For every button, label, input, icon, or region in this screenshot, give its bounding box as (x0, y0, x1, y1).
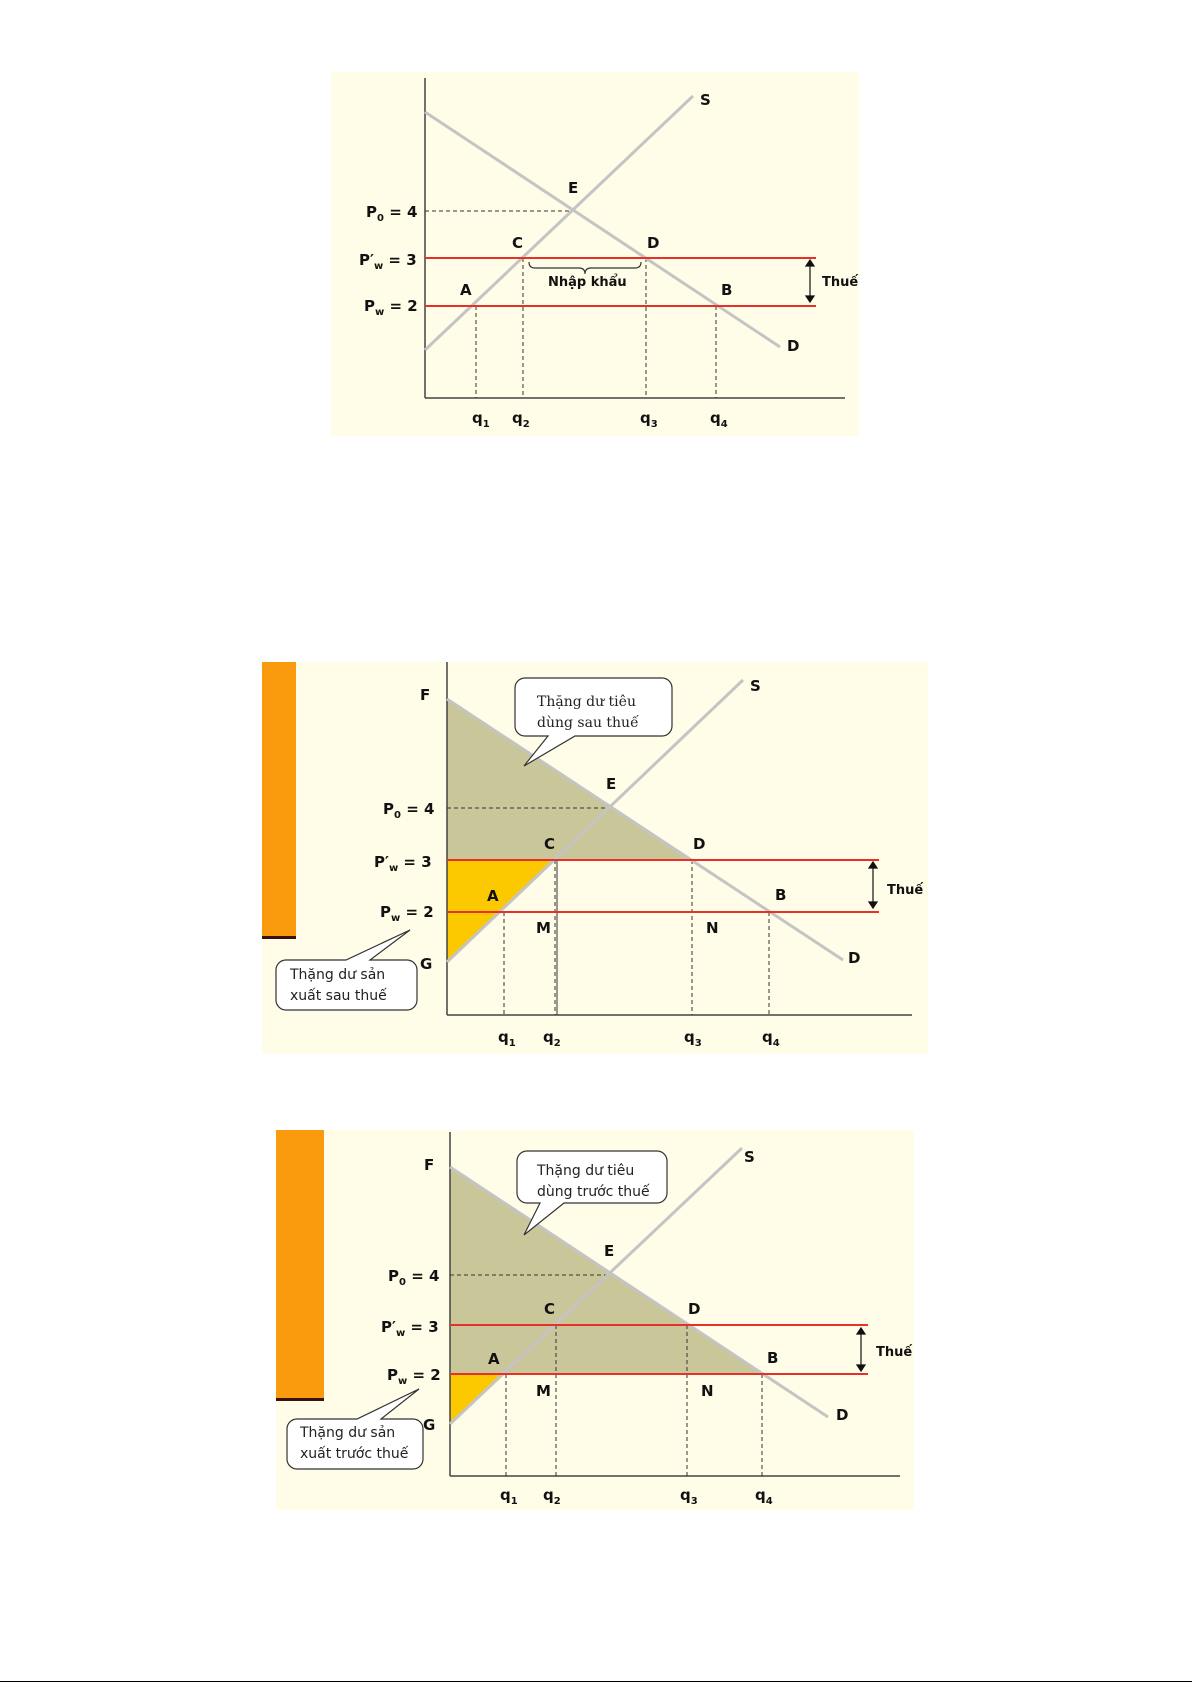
point-f: F (420, 686, 431, 704)
consumer-surplus-callout (517, 1151, 667, 1235)
q2-label: $q_2$ (512, 409, 530, 430)
q4-label: $q_4$ (755, 1486, 773, 1507)
point-a: A (460, 281, 472, 299)
point-a: A (487, 887, 499, 905)
point-e: E (568, 179, 579, 197)
svg-text:xuất trước thuế: xuất trước thuế (300, 1446, 409, 1462)
demand-label: D (787, 337, 800, 355)
price-label-p0: $P_0 = 4$ (383, 800, 435, 821)
point-c: C (512, 234, 524, 252)
svg-text:Thặng dư sản: Thặng dư sản (300, 1425, 396, 1441)
point-b: B (767, 1349, 779, 1367)
tax-label: Thuế (887, 883, 924, 898)
tax-label: Thuế (876, 1345, 913, 1360)
q1-label: $q_1$ (472, 409, 490, 430)
tax-arrow-icon (857, 1328, 865, 1371)
price-label-p0: $P_0 = 4$ (366, 203, 418, 224)
point-b: B (775, 886, 787, 904)
price-label-pw-prime: $P'_w = 3$ (359, 251, 417, 272)
svg-text:dùng sau thuế: dùng sau thuế (537, 715, 639, 731)
page-bottom-rule (0, 1681, 1192, 1682)
point-c: C (544, 1300, 556, 1318)
point-b: B (721, 281, 733, 299)
point-a: A (488, 1350, 500, 1368)
point-e: E (606, 775, 617, 793)
svg-text:Thặng dư sản: Thặng dư sản (290, 967, 386, 983)
point-m: M (536, 919, 551, 937)
point-e: E (604, 1242, 615, 1260)
tax-label: Thuế (822, 275, 859, 290)
q3-label: $q_3$ (640, 409, 658, 430)
price-label-pw: $P_w = 2$ (364, 297, 418, 318)
price-label-pw-prime: $P'_w = 3$ (374, 853, 432, 874)
q1-label: $q_1$ (498, 1028, 516, 1049)
q1-label: $q_1$ (500, 1486, 518, 1507)
price-label-pw: $P_w = 2$ (387, 1366, 441, 1387)
point-n: N (701, 1382, 714, 1400)
svg-text:Thặng dư tiêu: Thặng dư tiêu (537, 694, 636, 710)
supply-label: S (700, 91, 711, 109)
svg-text:dùng trước thuế: dùng trước thuế (537, 1184, 650, 1200)
point-g: G (420, 955, 433, 973)
imports-label: Nhập khẩu (548, 275, 627, 290)
point-d: D (693, 835, 706, 853)
svg-text:xuất sau thuế: xuất sau thuế (290, 988, 387, 1004)
point-m: M (536, 1382, 551, 1400)
price-label-p0: $P_0 = 4$ (388, 1267, 440, 1288)
svg-text:Thặng dư tiêu: Thặng dư tiêu (537, 1163, 635, 1179)
q2-label: $q_2$ (543, 1486, 561, 1507)
point-d: D (688, 1300, 701, 1318)
demand-label: D (848, 949, 861, 967)
q3-label: $q_3$ (684, 1028, 702, 1049)
q3-label: $q_3$ (680, 1486, 698, 1507)
price-label-pw: $P_w = 2$ (380, 903, 434, 924)
q4-label: $q_4$ (762, 1028, 780, 1049)
price-label-pw-prime: $P'_w = 3$ (381, 1318, 439, 1339)
point-d: D (647, 234, 660, 252)
point-g: G (423, 1416, 436, 1434)
supply-label: S (750, 677, 761, 695)
point-c: C (544, 835, 556, 853)
point-n: N (706, 919, 719, 937)
point-f: F (424, 1156, 435, 1174)
producer-surplus-callout (287, 1389, 423, 1469)
supply-label: S (744, 1148, 755, 1166)
demand-label: D (836, 1406, 849, 1424)
q4-label: $q_4$ (710, 409, 728, 430)
q2-label: $q_2$ (543, 1028, 561, 1049)
